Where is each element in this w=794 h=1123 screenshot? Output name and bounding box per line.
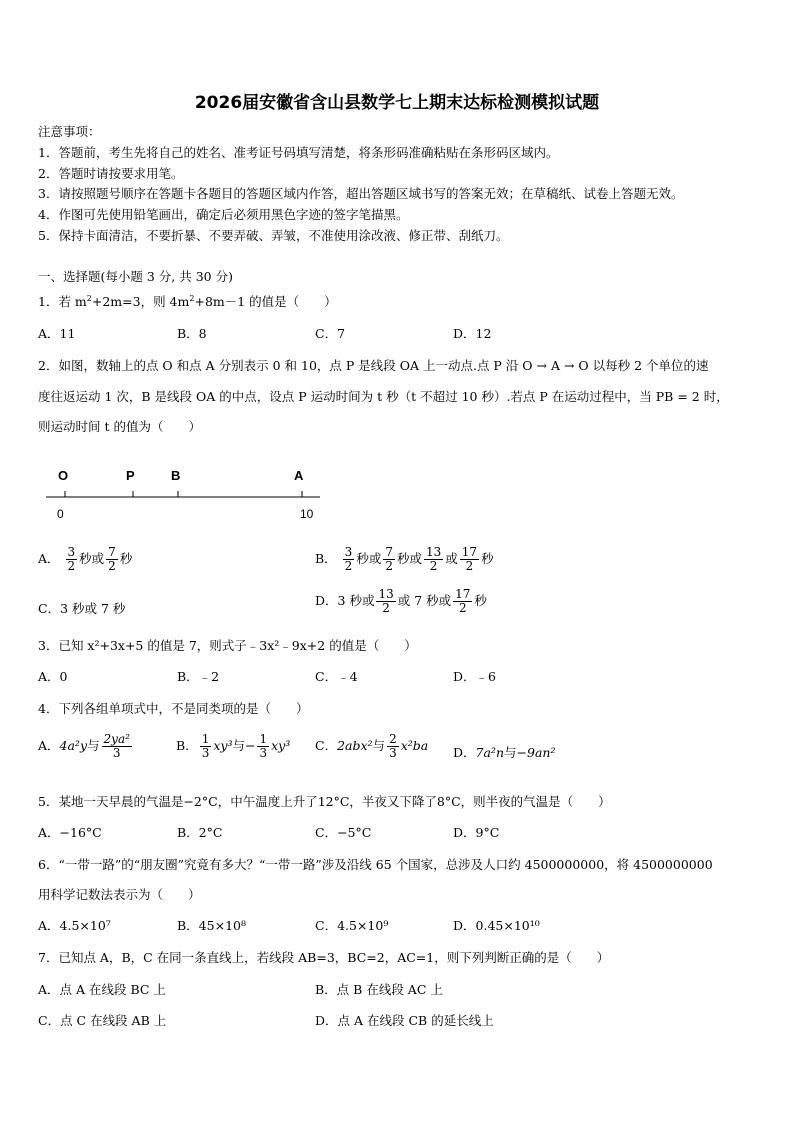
question-6-line: 6．“一带一路”的“朋友圈”究竟有多大？“一带一路”涉及沿线 65 个国家，总涉及人口约 4500000000，将 4500000000: [38, 857, 713, 872]
option-d: D．﹣6: [453, 669, 496, 684]
question-2-line: 2．如图，数轴上的点 O 和点 A 分别表示 0 和 10，点 P 是线段 OA 上一动点.点 P 沿 O → A → O 以每秒 2 个单位的速: [38, 358, 709, 373]
notice-item: 4．作图可先使用铅笔画出，确定后必须用黑色字迹的签字笔描黑。: [38, 207, 409, 222]
option-d: D．点 A 在线段 CB 的延长线上: [315, 1013, 494, 1028]
option-b: B．﹣2: [177, 669, 220, 684]
option-b: B．点 B 在线段 AC 上: [315, 982, 443, 997]
option-b: B．2°C: [177, 825, 223, 840]
option-a: A．11: [38, 326, 76, 341]
option-d: D．9°C: [453, 825, 500, 840]
point-label-b: B: [171, 468, 181, 483]
option-d: D．3 秒或 $\frac{13}{2}$ 或 7 秒或 $\frac{17}{2}$ 秒: [315, 587, 487, 616]
option-c: C．﹣4: [315, 669, 358, 684]
option-d: D．7a²n与−9an²: [453, 745, 556, 760]
option-c: C．2abx²与 $\frac{2}{3}$ x²ba: [315, 732, 429, 761]
option-b: B． $\frac{3}{2}$ 秒或 $\frac{7}{2}$ 秒或 $\frac{13}{2}$ 或 $\frac{17}{2}$ 秒: [315, 545, 494, 574]
point-label-o: O: [58, 468, 69, 483]
option-b: B．8: [177, 326, 207, 341]
point-label-p: P: [126, 468, 135, 483]
option-a: A． $\frac{3}{2}$ 秒或 $\frac{7}{2}$ 秒: [38, 545, 133, 574]
tick-label-0: 0: [57, 507, 64, 521]
option-b: B．45×10⁸: [177, 918, 246, 933]
question-1-stem: 1．若 $m^2+2m=3$，则 $4m^2+8m-1$ 的值是（ ）: [38, 293, 337, 309]
question-3-stem: 3．已知 x²+3x+5 的值是 7，则式子﹣3x²﹣9x+2 的值是（ ）: [38, 638, 417, 653]
tick-label-10: 10: [300, 507, 314, 521]
section-heading: 一、选择题(每小题 3 分, 共 30 分): [38, 269, 233, 284]
option-c: C．7: [315, 326, 346, 341]
option-a: A．0: [38, 669, 68, 684]
option-d: D．12: [453, 326, 492, 341]
option-c: C．−5°C: [315, 825, 372, 840]
option-c: C．3 秒或 7 秒: [38, 601, 126, 616]
notice-heading: 注意事项：: [38, 124, 101, 139]
page-title: 2026届安徽省含山县数学七上期末达标检测模拟试题: [194, 93, 600, 113]
option-c: C．4.5×10⁹: [315, 918, 389, 933]
notice-item: 3．请按照题号顺序在答题卡各题目的答题区域内作答，超出答题区域书写的答案无效；在草稿纸、试卷上答题无效。: [38, 186, 684, 201]
point-label-a: A: [294, 468, 304, 483]
option-b: B． $\frac{1}{3}$ xy³与− $\frac{1}{3}$ xy³: [176, 732, 291, 761]
option-d: D．0.45×10¹⁰: [453, 918, 540, 933]
number-line-figure: [30, 462, 330, 524]
question-4-stem: 4．下列各组单项式中，不是同类项的是（ ）: [38, 701, 309, 716]
option-a: A．点 A 在线段 BC 上: [38, 982, 166, 997]
option-c: C．点 C 在线段 AB 上: [38, 1013, 167, 1028]
question-2-line: 则运动时间 t 的值为（ ）: [38, 419, 201, 434]
notice-item: 1．答题前，考生先将自己的姓名、准考证号码填写清楚，将条形码准确粘贴在条形码区域内。: [38, 145, 559, 160]
option-a: A．4a²y与 $\frac{\text{2ya²}}{3}$: [38, 732, 130, 761]
question-5-stem: 5．某地一天早晨的气温是−2°C，中午温度上升了12°C，半夜又下降了8°C，则半夜的气温是（ ）: [38, 794, 611, 809]
question-7-stem: 7．已知点 A，B，C 在同一条直线上，若线段 AB=3，BC=2，AC=1，则下列判断正确的是（ ）: [38, 950, 610, 965]
question-6-line: 用科学记数法表示为（ ）: [38, 887, 201, 902]
option-a: A．4.5×10⁷: [38, 918, 111, 933]
option-a: A．−16°C: [38, 825, 102, 840]
question-2-line: 度往返运动 1 次，B 是线段 OA 的中点，设点 P 运动时间为 t 秒（t 不超过 10 秒）.若点 P 在运动过程中，当 PB = 2 时，: [38, 389, 729, 404]
notice-item: 2．答题时请按要求用笔。: [38, 166, 184, 181]
notice-item: 5．保持卡面清洁，不要折暴、不要弄破、弄皱，不准使用涂改液、修正带、刮纸刀。: [38, 228, 509, 243]
